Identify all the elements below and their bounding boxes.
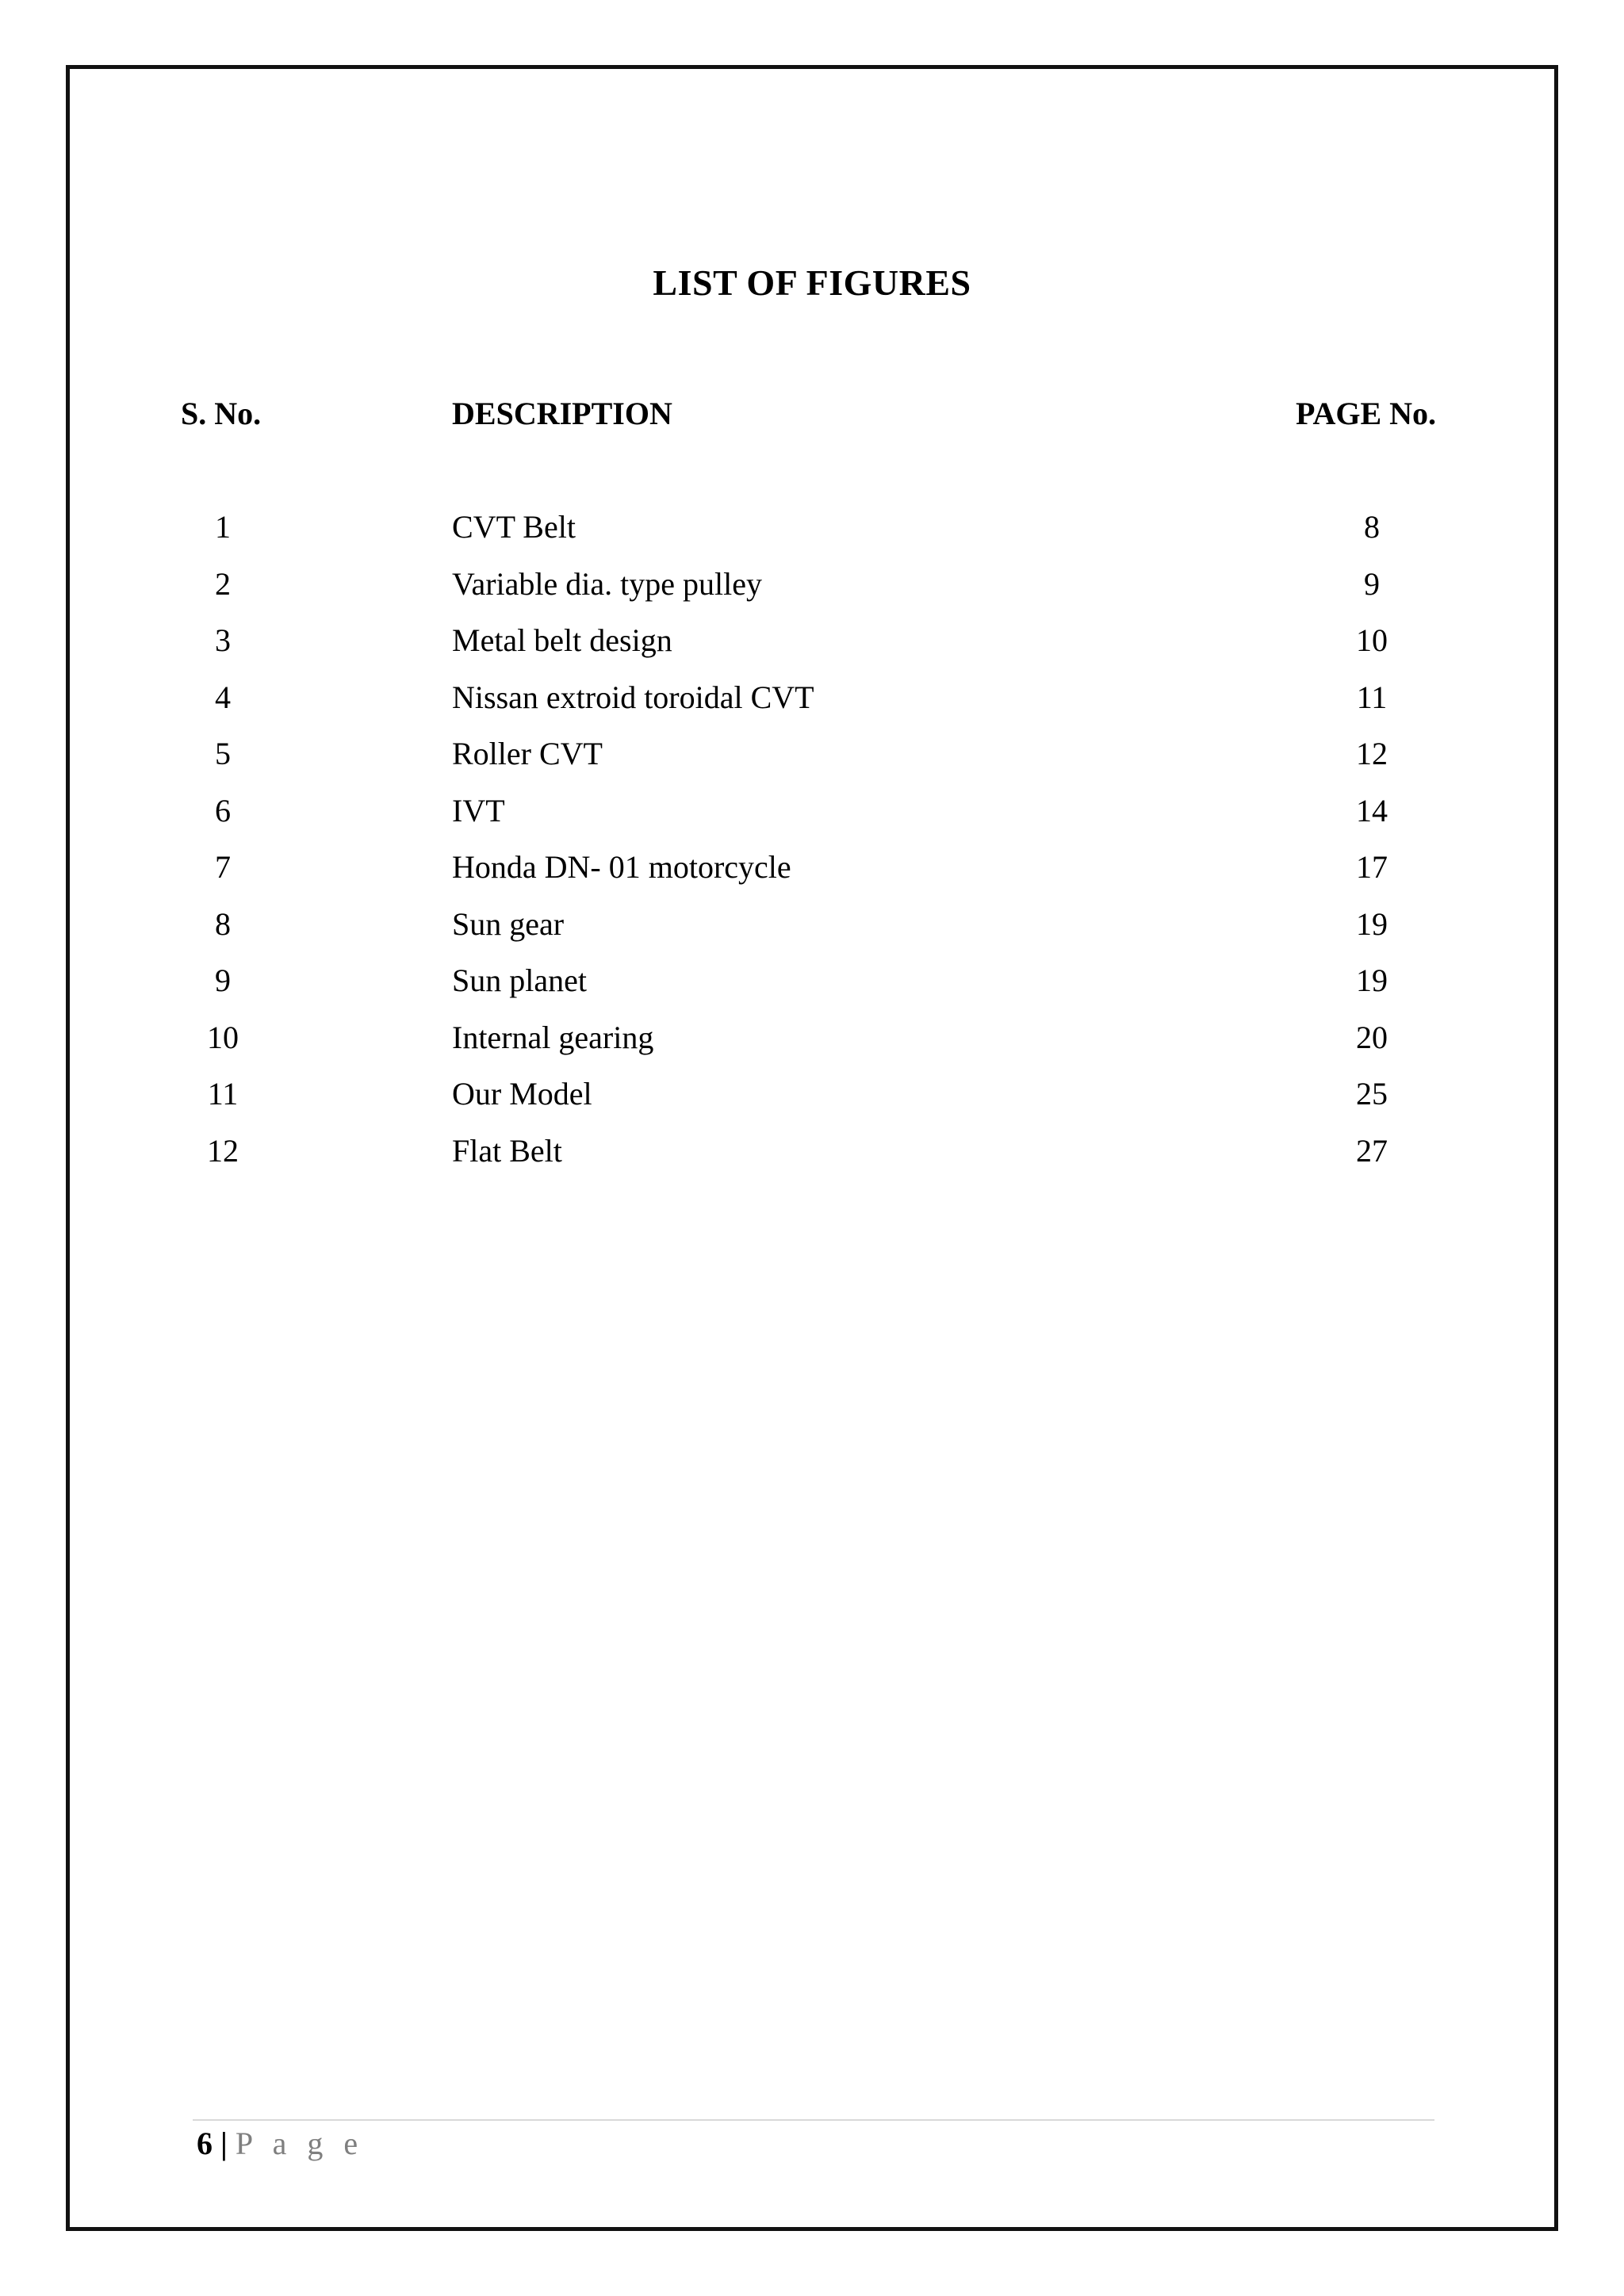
row-page: 14 [1356, 792, 1388, 828]
row-page: 19 [1356, 962, 1388, 998]
page-title: LIST OF FIGURES [653, 262, 971, 303]
row-description: Honda DN- 01 motorcycle [452, 849, 791, 885]
row-sno: 1 [215, 509, 231, 545]
row-description: Roller CVT [452, 736, 603, 771]
row-sno: 7 [215, 849, 231, 885]
row-sno: 12 [207, 1132, 239, 1169]
row-page: 27 [1356, 1132, 1388, 1169]
row-page: 20 [1356, 1019, 1388, 1055]
row-description: Internal gearing [452, 1019, 654, 1055]
row-page: 9 [1364, 565, 1380, 602]
table-row [0, 1075, 1624, 1132]
row-page: 8 [1364, 509, 1380, 545]
header-description: DESCRIPTION [452, 396, 672, 431]
row-description: Flat Belt [452, 1132, 562, 1169]
table-row [0, 792, 1624, 849]
row-sno: 6 [215, 792, 231, 828]
row-description: Our Model [452, 1076, 592, 1112]
table-row [0, 735, 1624, 792]
row-sno: 5 [215, 736, 231, 771]
table-row [0, 1132, 1624, 1189]
row-page: 10 [1356, 622, 1388, 658]
row-page: 19 [1356, 905, 1388, 942]
row-sno: 9 [215, 962, 231, 998]
row-page: 25 [1356, 1076, 1388, 1112]
row-description: Sun planet [452, 962, 587, 998]
table-row [0, 1019, 1624, 1076]
row-description: Variable dia. type pulley [452, 565, 762, 602]
row-description: Sun gear [452, 905, 565, 942]
table-row [0, 622, 1624, 679]
table-row [0, 962, 1624, 1019]
row-sno: 8 [215, 905, 231, 942]
row-page: 17 [1356, 849, 1388, 885]
row-page: 12 [1356, 736, 1388, 771]
row-description: CVT Belt [452, 509, 576, 545]
row-sno: 10 [207, 1019, 239, 1055]
figure-list [0, 508, 1624, 1188]
row-sno: 11 [207, 1076, 239, 1112]
row-description: Metal belt design [452, 622, 672, 658]
table-row [0, 565, 1624, 622]
footer-separator: | [220, 2126, 228, 2161]
table-row [0, 848, 1624, 905]
row-sno: 2 [215, 565, 231, 602]
row-page: 11 [1356, 679, 1388, 715]
row-sno: 3 [215, 622, 231, 658]
footer-page-number: 6 [197, 2126, 213, 2161]
table-row [0, 905, 1624, 962]
header-sno: S. No. [181, 396, 262, 431]
footer-page-word: P a g e [235, 2126, 365, 2161]
row-description: IVT [452, 792, 505, 828]
table-row [0, 508, 1624, 565]
table-row [0, 679, 1624, 736]
page-footer [197, 2125, 364, 2162]
header-page: PAGE No. [1296, 396, 1437, 431]
table-header [0, 395, 1624, 442]
row-sno: 4 [215, 679, 231, 715]
row-description: Nissan extroid toroidal CVT [452, 679, 814, 715]
footer-divider [193, 2119, 1434, 2121]
